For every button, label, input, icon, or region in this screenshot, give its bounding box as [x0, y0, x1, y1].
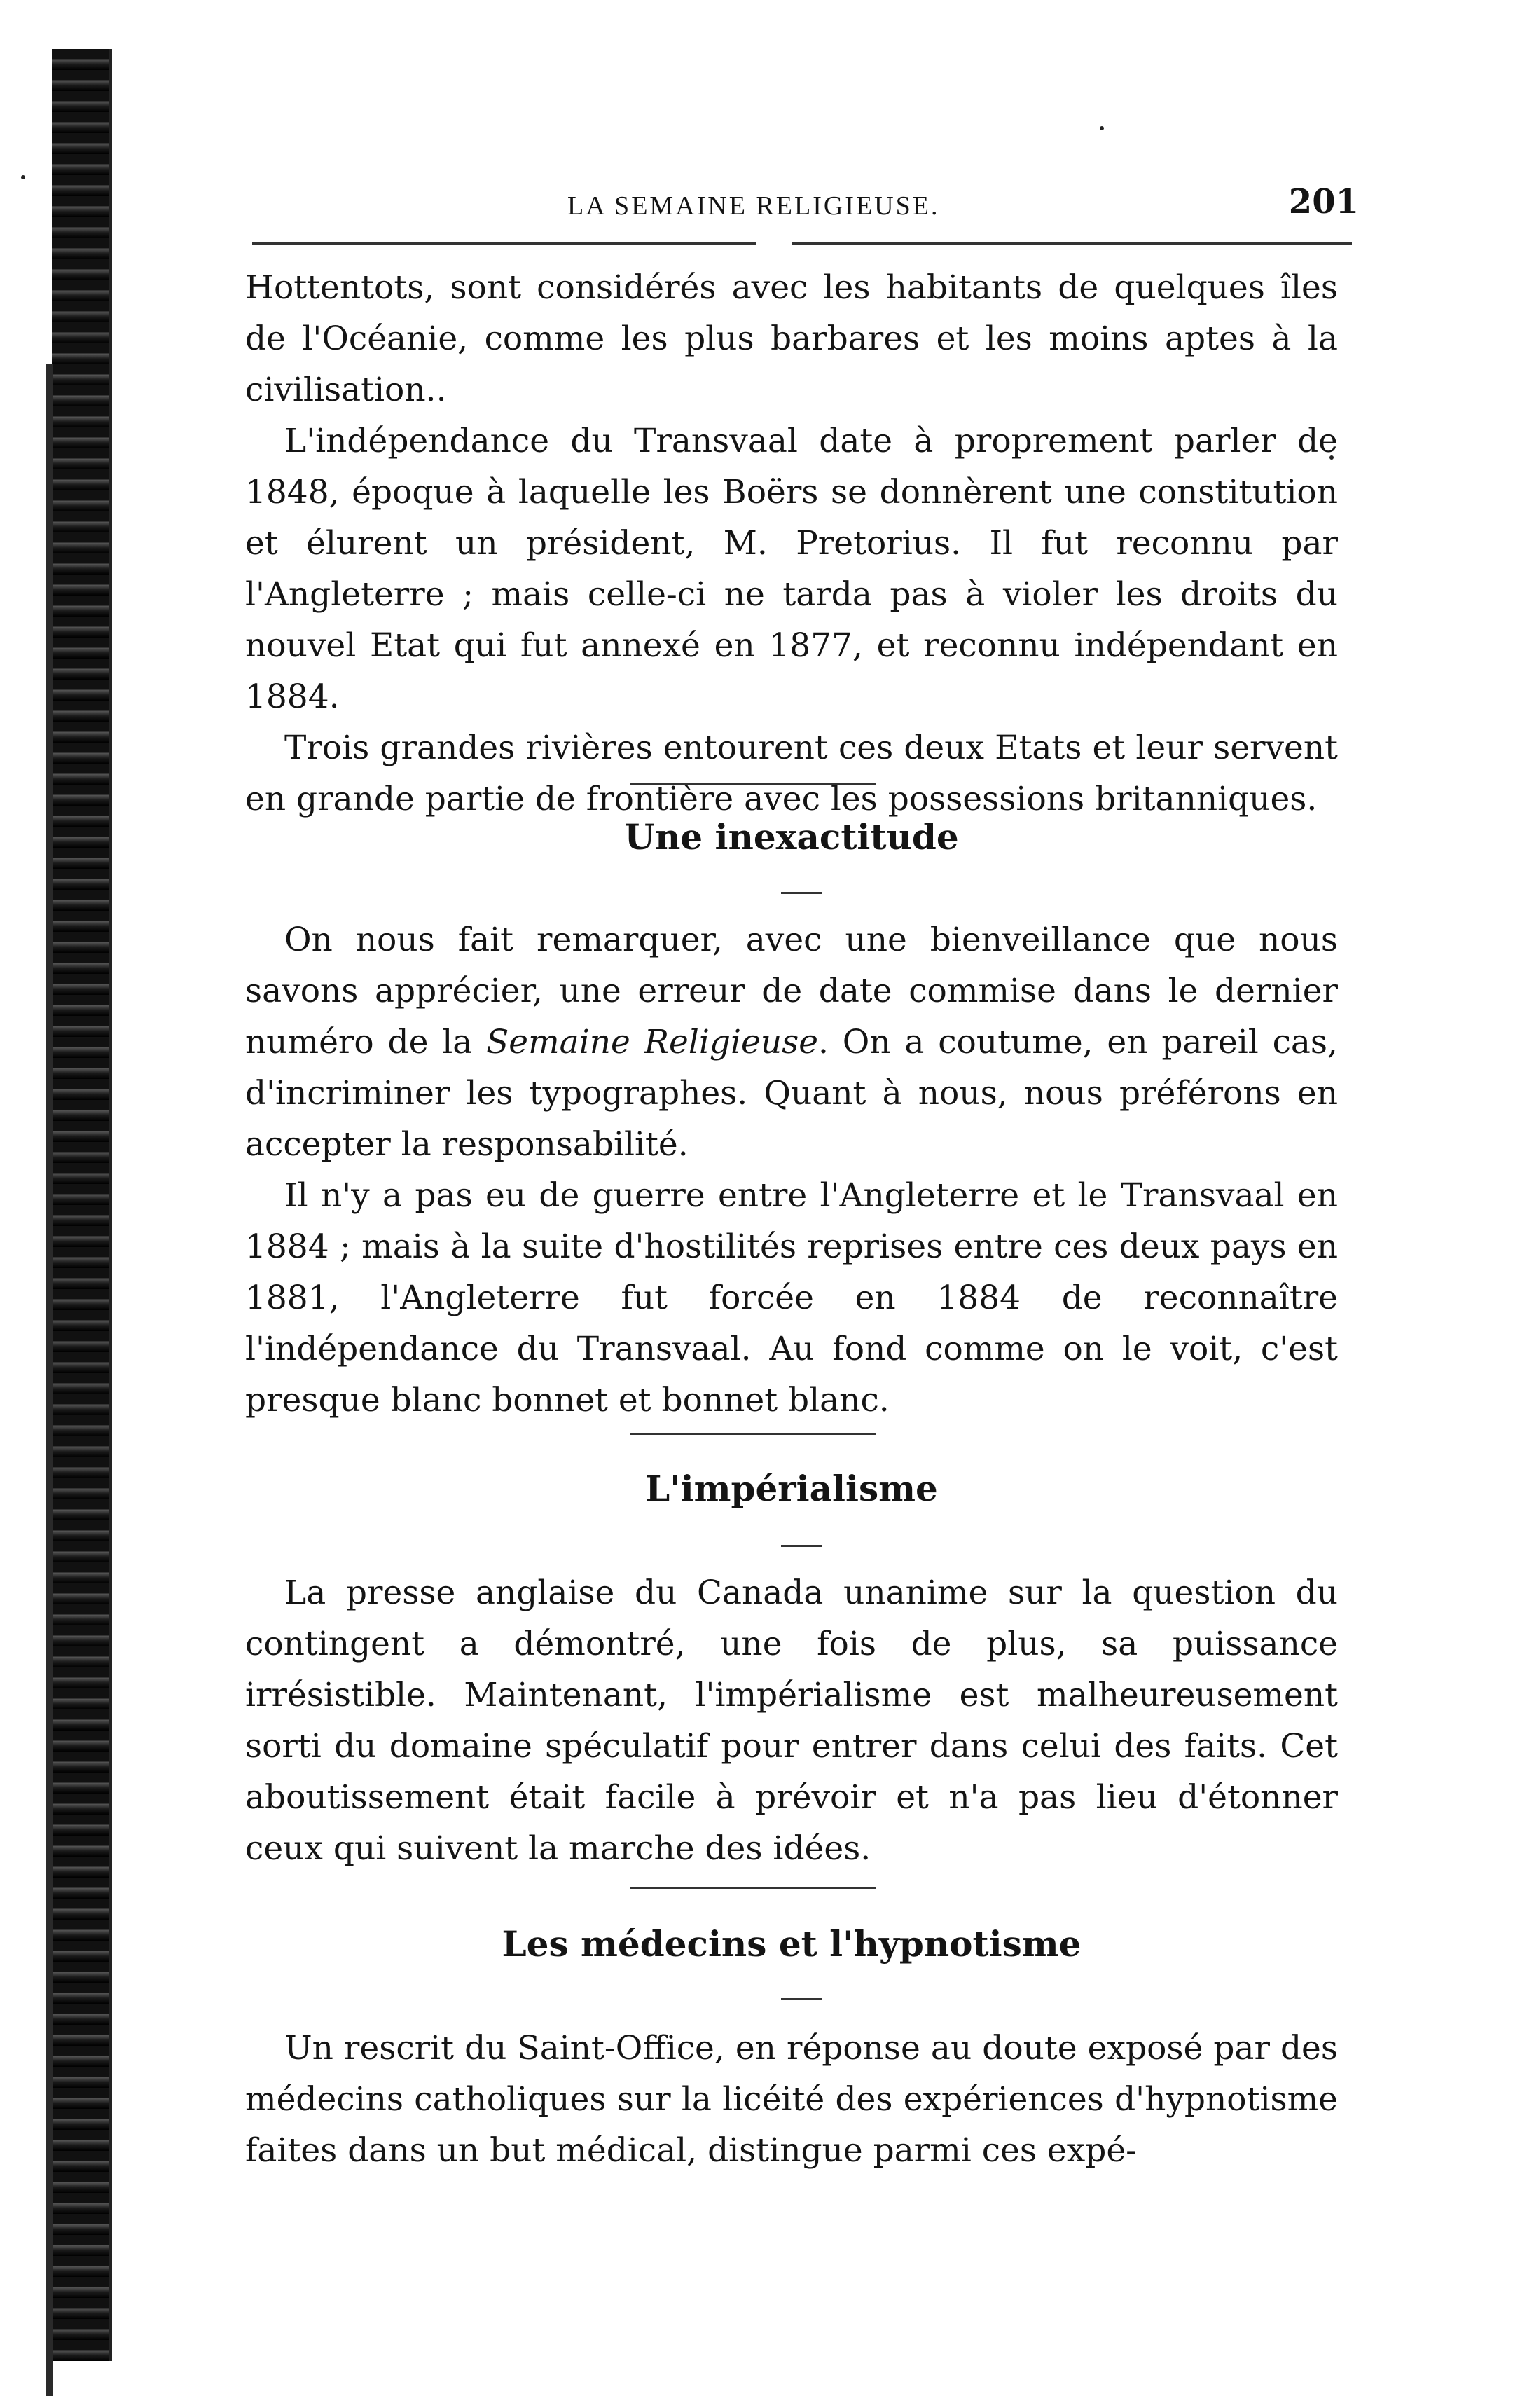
binding-thread — [46, 364, 53, 2396]
section-divider — [630, 1887, 876, 1889]
title-underline — [781, 1998, 822, 2000]
intro-paragraph: L'indépendance du Transvaal date à proprement parler de 1848, époque à laquelle les Boërs se donnèrent une constitution et élurent un président, M. Pretorius. Il fut reconnu par l'Angleterre ; mais celle-ci ne tarda pas à violer les droits du nouvel Etat qui fut annexé en 1877, et reconnu indépendant en 1884. — [245, 422, 1338, 716]
publication-title: Semaine Religieuse — [486, 1023, 819, 1061]
section-text — [245, 1567, 1338, 1874]
title-underline — [781, 892, 822, 894]
section-text — [245, 914, 1338, 1426]
section-paragraph — [245, 914, 1338, 1170]
page-header — [252, 182, 1359, 231]
section-paragraph: Il n'y a pas eu de guerre entre l'Angleterre et le Transvaal en 1884 ; mais à la suite d'hostilités reprises entre ces deux pays en 1881, l'Angleterre fut forcée en 1884 de reconnaître l'indépendance du Transvaal. Au fond comme on le voit, c'est presque blanc bonnet et bonnet blanc. — [245, 1176, 1338, 1419]
section-title: L'impérialisme — [645, 1468, 938, 1509]
scan-speck — [1100, 126, 1104, 130]
page-number: 201 — [1288, 182, 1359, 221]
section-title: Une inexactitude — [624, 816, 959, 858]
section-divider — [630, 783, 876, 785]
title-underline — [781, 1545, 822, 1547]
intro-text — [245, 262, 1338, 825]
section-paragraph: Un rescrit du Saint-Office, en réponse au doute exposé par des médecins catholiques sur la licéité des expériences d'hypnotisme faites dans un but médical, distingue parmi ces expé- — [245, 2029, 1338, 2170]
scan-speck — [21, 175, 25, 179]
section-title: Les médecins et l'hypnotisme — [502, 1923, 1082, 1965]
intro-paragraph: Trois grandes rivières entourent ces deux Etats et leur servent en grande partie de frontière avec les possessions britanniques. — [245, 729, 1338, 818]
intro-paragraph: Hottentots, sont considérés avec les habitants de quelques îles de l'Océanie, comme les plus barbares et les moins aptes à la civilisation.. — [245, 268, 1338, 409]
book-binding-edge — [52, 49, 112, 2361]
running-head: LA SEMAINE RELIGIEUSE. — [567, 191, 940, 221]
section-text — [245, 2023, 1338, 2176]
paragraph-text: On nous fait remarquer, avec une bienveillance que nous savons apprécier, une erreur de date commise dans le dernier numéro de la — [245, 921, 1338, 1061]
header-rule — [792, 242, 1352, 245]
header-rule — [252, 242, 756, 245]
paragraph-text: . On a coutume, en pareil cas, d'incriminer les typographes. Quant à nous, nous préférons en accepter la responsabilité. — [245, 1023, 1338, 1164]
section-paragraph: La presse anglaise du Canada unanime sur la question du contingent a démontré, une fois de plus, sa puissance irrésistible. Maintenant, l'impérialisme est malheureusement sorti du domaine spéculatif pour entrer dans celui des faits. Cet aboutissement était facile à prévoir et n'a pas lieu d'étonner ceux qui suivent la marche des idées. — [245, 1574, 1338, 1868]
section-divider — [630, 1433, 876, 1435]
